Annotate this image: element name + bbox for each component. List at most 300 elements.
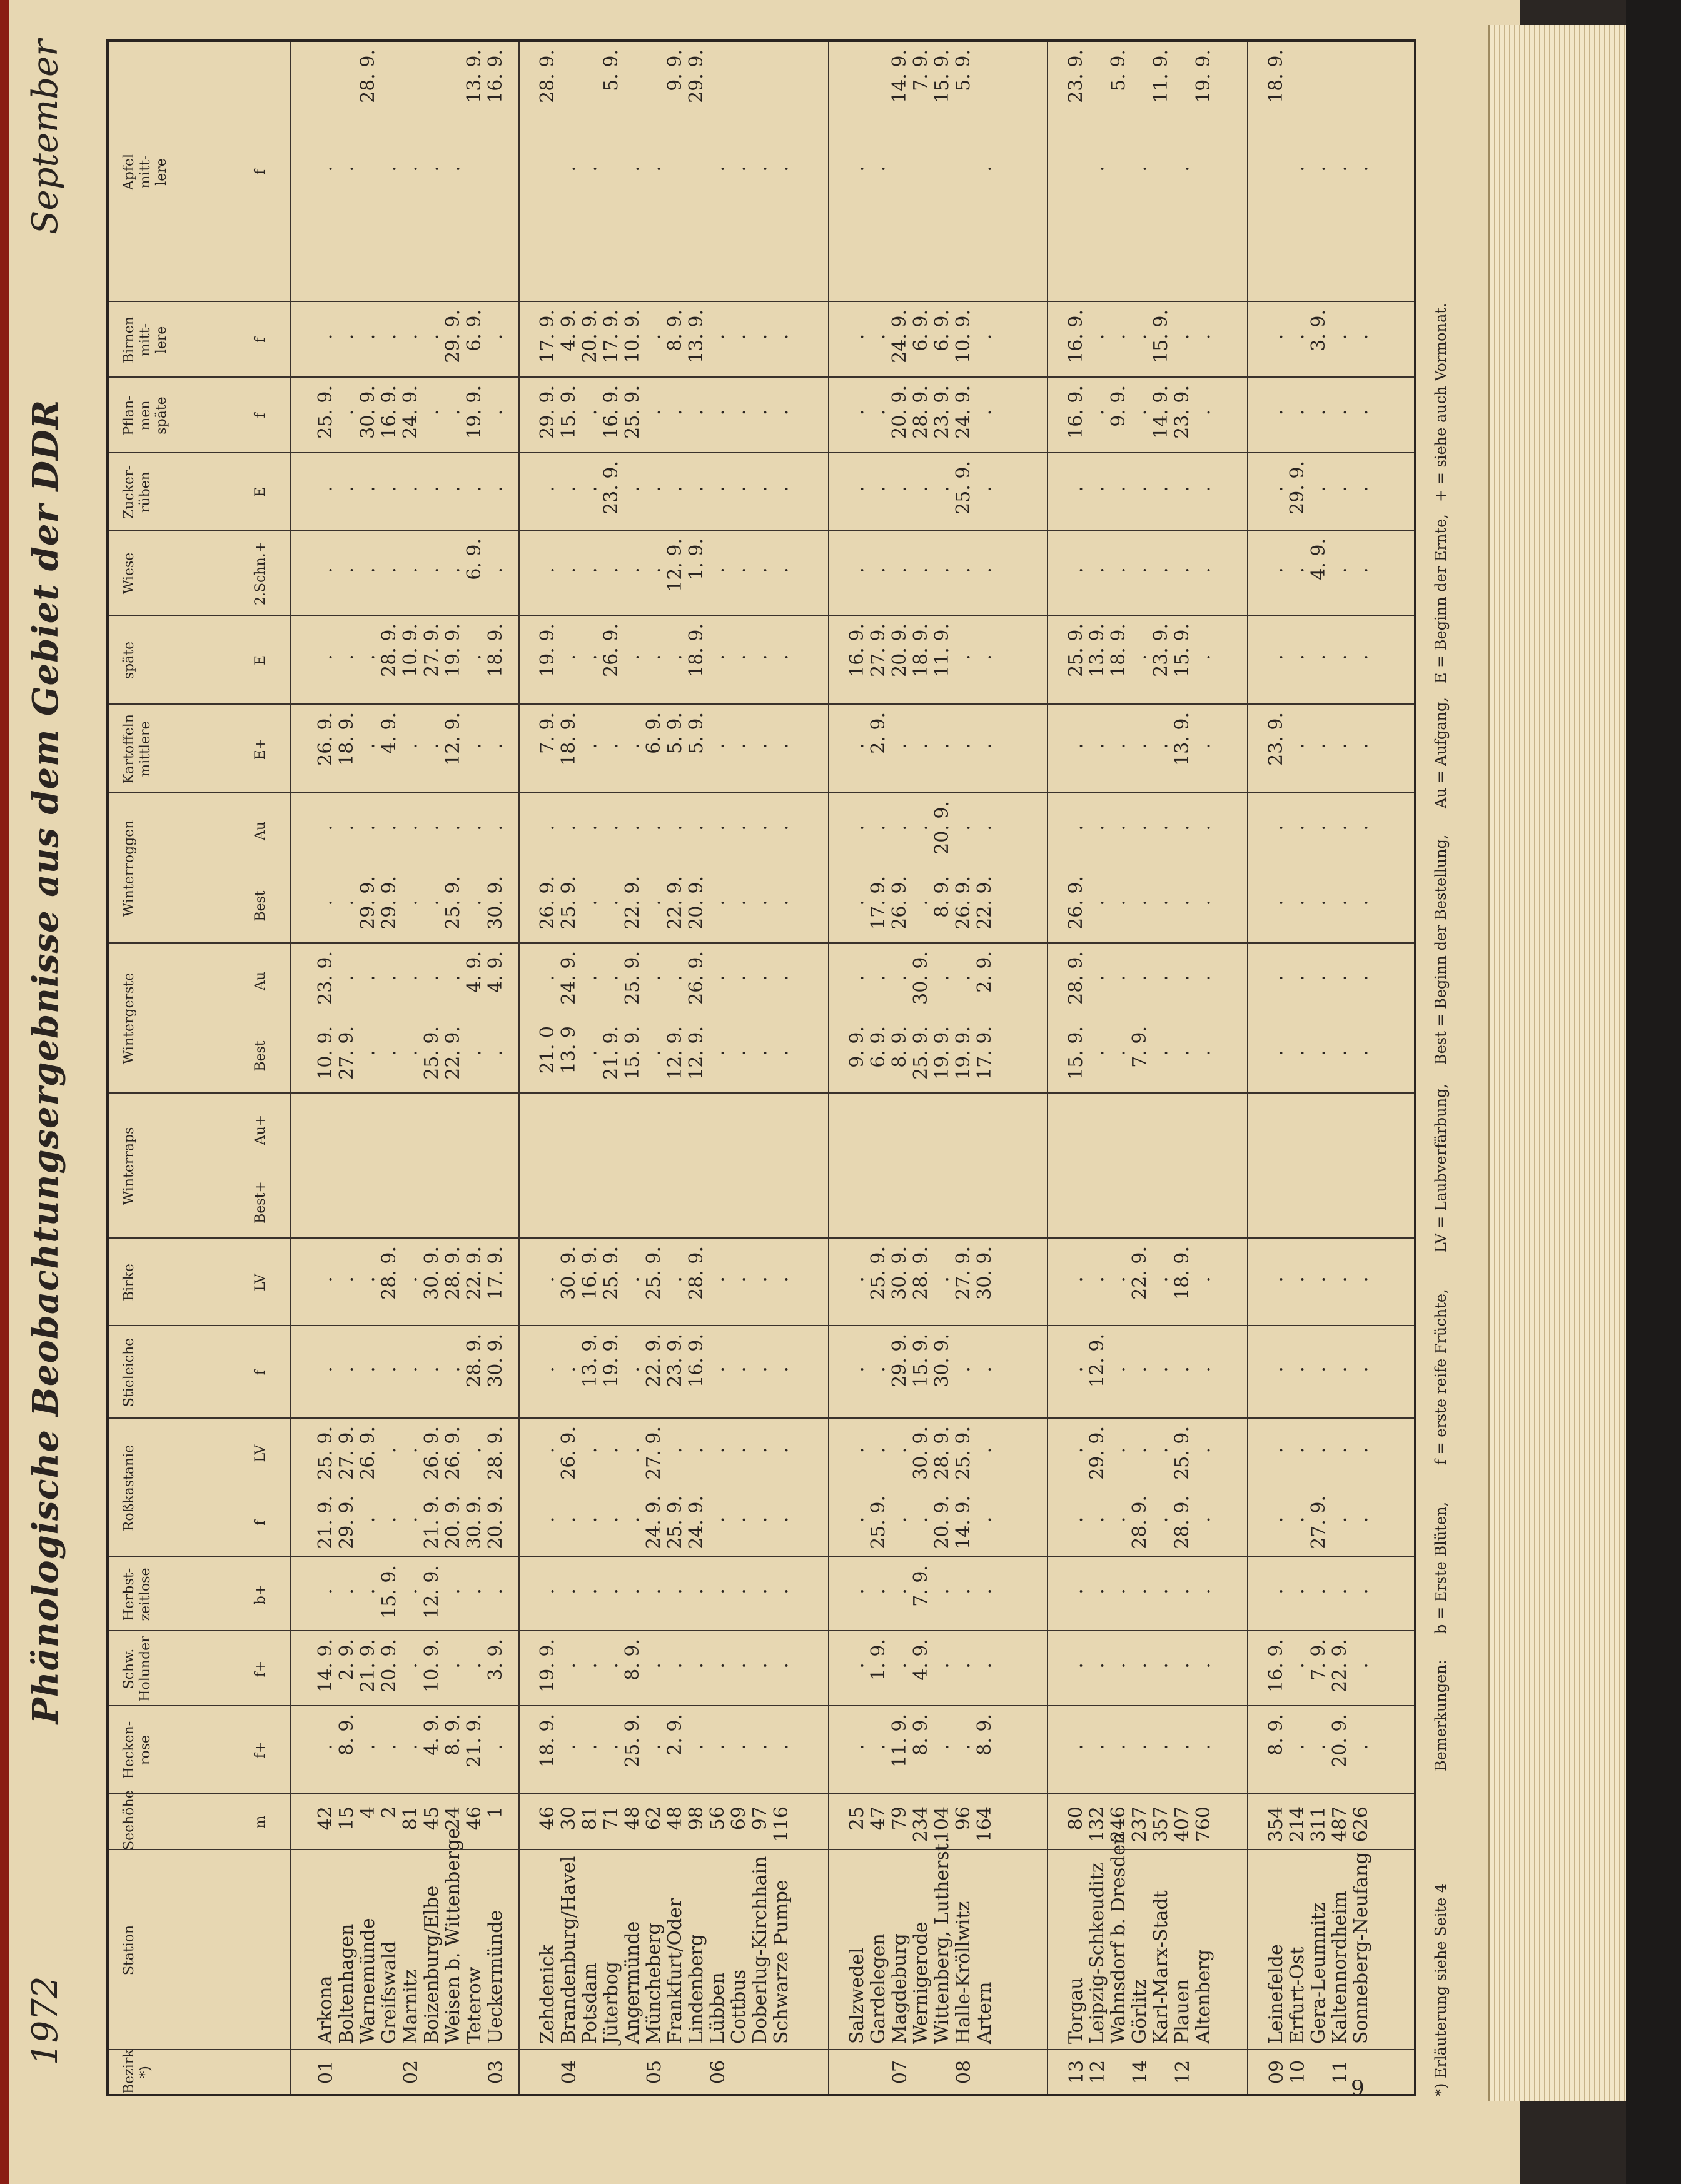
- observation-date: 17. 9.: [867, 876, 889, 930]
- observation-date: 10. 9.: [315, 1026, 336, 1080]
- column-header: Winterraps: [121, 1127, 137, 1205]
- empty-cell-dot: .: [537, 486, 558, 492]
- empty-cell-dot: .: [749, 743, 771, 749]
- footnote-reference: *) Erläuterung siehe Seite 4: [1432, 1883, 1450, 2096]
- station-name: Warnemünde: [357, 1918, 379, 2044]
- column-rule: [109, 301, 1414, 302]
- observation-date: 12. 9.: [421, 1565, 443, 1619]
- empty-cell-dot: .: [749, 567, 771, 573]
- bezirk-code: 01: [315, 2060, 337, 2085]
- empty-cell-dot: .: [749, 975, 771, 981]
- empty-cell-dot: .: [1193, 486, 1214, 492]
- empty-cell-dot: .: [558, 166, 580, 172]
- empty-cell-dot: .: [1065, 1516, 1087, 1523]
- column-header: Winterroggen: [121, 820, 137, 917]
- empty-cell-dot: .: [770, 567, 792, 573]
- observation-date: 16. 9.: [600, 385, 622, 439]
- station-name: Greifswald: [378, 1941, 400, 2044]
- empty-cell-dot: .: [1108, 1663, 1129, 1669]
- empty-cell-dot: .: [315, 486, 336, 492]
- empty-cell-dot: .: [421, 900, 443, 906]
- column-subheader: f: [253, 337, 268, 343]
- empty-cell-dot: .: [622, 166, 644, 172]
- station-name: Wittenberg, Lutherst.: [931, 1837, 953, 2044]
- station-name: Jüterbog: [600, 1961, 622, 2044]
- empty-cell-dot: .: [1308, 1447, 1330, 1454]
- empty-cell-dot: .: [707, 1516, 729, 1523]
- empty-cell-dot: .: [336, 333, 358, 340]
- empty-cell-dot: .: [400, 333, 422, 340]
- observation-date: 23. 9.: [664, 1334, 686, 1387]
- empty-cell-dot: .: [974, 1663, 996, 1669]
- empty-cell-dot: .: [1129, 166, 1151, 172]
- observation-date: 30. 9.: [931, 1334, 953, 1387]
- observation-date: 18. 9.: [1265, 49, 1287, 103]
- bezirk-code: 05: [644, 2060, 665, 2085]
- empty-cell-dot: .: [485, 1050, 507, 1056]
- empty-cell-dot: .: [579, 567, 601, 573]
- empty-cell-dot: .: [846, 1663, 868, 1669]
- column-header: Kartoffeln mittlere: [121, 714, 153, 785]
- empty-cell-dot: .: [770, 743, 792, 749]
- observation-date: 17. 9.: [600, 309, 622, 363]
- station-height: 4: [357, 1806, 379, 1819]
- station-name: Potsdam: [579, 1962, 601, 2044]
- column-subheader: f+: [253, 1660, 268, 1678]
- empty-cell-dot: .: [749, 1447, 771, 1454]
- empty-cell-dot: .: [664, 1447, 686, 1454]
- empty-cell-dot: .: [1086, 900, 1108, 906]
- empty-cell-dot: .: [889, 486, 911, 492]
- observation-date: 25. 9.: [622, 951, 644, 1005]
- empty-cell-dot: .: [1150, 1366, 1172, 1372]
- empty-cell-dot: .: [728, 1588, 750, 1594]
- empty-cell-dot: .: [707, 1276, 729, 1282]
- empty-cell-dot: .: [336, 975, 358, 981]
- empty-cell-dot: .: [749, 1744, 771, 1750]
- empty-cell-dot: .: [1150, 825, 1172, 831]
- empty-cell-dot: .: [664, 409, 686, 416]
- empty-cell-dot: .: [1171, 1366, 1193, 1372]
- column-header: Wiese: [121, 552, 137, 595]
- empty-cell-dot: .: [315, 654, 336, 660]
- observation-date: 20. 9.: [442, 1496, 464, 1549]
- empty-cell-dot: .: [1108, 1447, 1129, 1454]
- empty-cell-dot: .: [643, 900, 665, 906]
- empty-cell-dot: .: [1129, 1366, 1151, 1372]
- observation-date: 12. 9.: [442, 712, 464, 766]
- empty-cell-dot: .: [1171, 1050, 1193, 1056]
- empty-cell-dot: .: [1065, 1276, 1087, 1282]
- empty-cell-dot: .: [600, 1588, 622, 1594]
- empty-cell-dot: .: [728, 486, 750, 492]
- empty-cell-dot: .: [1193, 825, 1214, 831]
- empty-cell-dot: .: [1350, 1663, 1372, 1669]
- empty-cell-dot: .: [770, 166, 792, 172]
- observation-date: 13. 9.: [1171, 712, 1193, 766]
- empty-cell-dot: .: [600, 567, 622, 573]
- observation-date: 4. 9.: [463, 951, 485, 993]
- empty-cell-dot: .: [400, 825, 422, 831]
- station-name: Leinefelde: [1265, 1944, 1287, 2044]
- empty-cell-dot: .: [728, 1516, 750, 1523]
- empty-cell-dot: .: [1350, 1050, 1372, 1056]
- bezirk-code: 07: [889, 2060, 911, 2085]
- empty-cell-dot: .: [707, 654, 729, 660]
- station-name: Brandenburg/Havel: [558, 1856, 580, 2044]
- observation-date: 7. 9.: [1129, 1026, 1151, 1068]
- station-name: Gera-Leumnitz: [1308, 1902, 1330, 2044]
- observation-date: 26. 9.: [442, 1426, 464, 1480]
- column-rule: [109, 1092, 1414, 1094]
- empty-cell-dot: .: [889, 825, 911, 831]
- empty-cell-dot: .: [685, 1663, 707, 1669]
- empty-cell-dot: .: [664, 1663, 686, 1669]
- empty-cell-dot: .: [664, 1588, 686, 1594]
- empty-cell-dot: .: [910, 567, 932, 573]
- observation-date: 25. 9.: [421, 1026, 443, 1080]
- empty-cell-dot: .: [1193, 1366, 1214, 1372]
- empty-cell-dot: .: [728, 166, 750, 172]
- observation-date: 6. 9.: [931, 309, 953, 351]
- observation-date: 30. 9.: [889, 1246, 911, 1300]
- empty-cell-dot: .: [952, 1588, 974, 1594]
- empty-cell-dot: .: [1308, 654, 1330, 660]
- observation-date: 11. 9.: [889, 1714, 911, 1768]
- empty-cell-dot: .: [974, 166, 996, 172]
- empty-cell-dot: .: [622, 1276, 644, 1282]
- empty-cell-dot: .: [1150, 1276, 1172, 1282]
- empty-cell-dot: .: [664, 654, 686, 660]
- observation-date: 27. 9.: [867, 623, 889, 677]
- observation-date: 15. 9.: [1171, 623, 1193, 677]
- empty-cell-dot: .: [1129, 825, 1151, 831]
- observation-date: 8. 9.: [910, 1714, 932, 1756]
- observation-date: 26. 9.: [558, 1426, 580, 1480]
- empty-cell-dot: .: [579, 409, 601, 416]
- observation-date: 8. 9.: [931, 876, 953, 918]
- observation-date: 25. 9.: [442, 876, 464, 930]
- empty-cell-dot: .: [707, 1366, 729, 1372]
- empty-cell-dot: .: [537, 975, 558, 981]
- empty-cell-dot: .: [336, 166, 358, 172]
- empty-cell-dot: .: [485, 743, 507, 749]
- empty-cell-dot: .: [1193, 333, 1214, 340]
- station-name: Schwarze Pumpe: [770, 1880, 792, 2044]
- empty-cell-dot: .: [357, 486, 379, 492]
- station-height: 80: [1065, 1806, 1087, 1831]
- observation-date: 19. 9.: [537, 1639, 558, 1693]
- empty-cell-dot: .: [463, 825, 485, 831]
- empty-cell-dot: .: [846, 567, 868, 573]
- observation-date: 5. 9.: [664, 712, 686, 754]
- station-name: Ueckermünde: [485, 1910, 507, 2044]
- empty-cell-dot: .: [442, 825, 464, 831]
- empty-cell-dot: .: [1286, 1276, 1308, 1282]
- empty-cell-dot: .: [336, 1366, 358, 1372]
- column-rule: [109, 1630, 1414, 1631]
- empty-cell-dot: .: [1350, 1744, 1372, 1750]
- book-binding: [1626, 0, 1681, 2184]
- station-name: Marnitz: [400, 1969, 422, 2044]
- empty-cell-dot: .: [442, 975, 464, 981]
- empty-cell-dot: .: [749, 333, 771, 340]
- empty-cell-dot: .: [1086, 975, 1108, 981]
- empty-cell-dot: .: [770, 1366, 792, 1372]
- empty-cell-dot: .: [378, 486, 400, 492]
- empty-cell-dot: .: [1308, 743, 1330, 749]
- bezirk-code: 09: [1266, 2060, 1288, 2085]
- empty-cell-dot: .: [1329, 486, 1351, 492]
- column-rule: [109, 376, 1414, 378]
- empty-cell-dot: .: [622, 486, 644, 492]
- station-name: Magdeburg: [889, 1933, 911, 2044]
- empty-cell-dot: .: [1129, 486, 1151, 492]
- observation-date: 8. 9.: [1265, 1714, 1287, 1756]
- empty-cell-dot: .: [707, 486, 729, 492]
- observation-date: 15. 9.: [931, 49, 953, 103]
- empty-cell-dot: .: [558, 825, 580, 831]
- observation-date: 16. 9.: [579, 1246, 601, 1300]
- empty-cell-dot: .: [400, 567, 422, 573]
- station-height: 626: [1350, 1806, 1372, 1843]
- empty-cell-dot: .: [846, 1516, 868, 1523]
- observation-date: 7. 9.: [537, 712, 558, 754]
- empty-cell-dot: .: [1193, 1663, 1214, 1669]
- empty-cell-dot: .: [421, 1366, 443, 1372]
- empty-cell-dot: .: [400, 1447, 422, 1454]
- empty-cell-dot: .: [1065, 1663, 1087, 1669]
- empty-cell-dot: .: [1065, 567, 1087, 573]
- observation-date: 6. 9.: [910, 309, 932, 351]
- empty-cell-dot: .: [1329, 1588, 1351, 1594]
- observation-date: 9. 9.: [664, 49, 686, 91]
- empty-cell-dot: .: [1171, 900, 1193, 906]
- empty-cell-dot: .: [643, 1663, 665, 1669]
- station-height: 760: [1193, 1806, 1214, 1843]
- empty-cell-dot: .: [707, 825, 729, 831]
- empty-cell-dot: .: [643, 333, 665, 340]
- empty-cell-dot: .: [770, 654, 792, 660]
- empty-cell-dot: .: [770, 1516, 792, 1523]
- observation-date: 9. 9.: [1108, 385, 1129, 427]
- empty-cell-dot: .: [1329, 567, 1351, 573]
- observation-date: 15. 9.: [1065, 1026, 1087, 1080]
- empty-cell-dot: .: [378, 1744, 400, 1750]
- empty-cell-dot: .: [357, 654, 379, 660]
- column-subheader: f: [253, 1369, 268, 1376]
- station-name: Boltenhagen: [336, 1923, 358, 2044]
- observation-date: 6. 9.: [643, 712, 665, 754]
- group-rule: [1047, 42, 1048, 2094]
- empty-cell-dot: .: [1129, 333, 1151, 340]
- station-height: 81: [579, 1806, 601, 1831]
- empty-cell-dot: .: [537, 1366, 558, 1372]
- empty-cell-dot: .: [707, 975, 729, 981]
- observation-date: 6. 9.: [463, 538, 485, 580]
- empty-cell-dot: .: [846, 409, 868, 416]
- observation-date: 20. 9.: [378, 1639, 400, 1693]
- empty-cell-dot: .: [1329, 743, 1351, 749]
- observation-date: 12. 9.: [664, 538, 686, 592]
- empty-cell-dot: .: [378, 567, 400, 573]
- observation-date: 24. 9.: [685, 1496, 707, 1549]
- empty-cell-dot: .: [707, 743, 729, 749]
- station-name: Salzwedel: [846, 1948, 868, 2044]
- empty-cell-dot: .: [1193, 900, 1214, 906]
- empty-cell-dot: .: [1286, 825, 1308, 831]
- group-rule: [518, 42, 520, 2094]
- empty-cell-dot: .: [889, 1663, 911, 1669]
- station-height: 46: [463, 1806, 485, 1831]
- empty-cell-dot: .: [357, 1588, 379, 1594]
- empty-cell-dot: .: [867, 1447, 889, 1454]
- empty-cell-dot: .: [1286, 1447, 1308, 1454]
- observation-date: 25. 9.: [867, 1246, 889, 1300]
- observation-date: 21. 9.: [315, 1496, 336, 1549]
- empty-cell-dot: .: [1265, 654, 1287, 660]
- empty-cell-dot: .: [846, 900, 868, 906]
- observation-date: 25. 9.: [315, 1426, 336, 1480]
- empty-cell-dot: .: [600, 1447, 622, 1454]
- observation-table: [106, 39, 1416, 2096]
- empty-cell-dot: .: [749, 825, 771, 831]
- empty-cell-dot: .: [485, 409, 507, 416]
- empty-cell-dot: .: [889, 1588, 911, 1594]
- empty-cell-dot: .: [749, 409, 771, 416]
- empty-cell-dot: .: [643, 409, 665, 416]
- empty-cell-dot: .: [1108, 333, 1129, 340]
- empty-cell-dot: .: [664, 825, 686, 831]
- bezirk-code: 12: [1172, 2060, 1194, 2085]
- empty-cell-dot: .: [1086, 486, 1108, 492]
- bezirk-code: 10: [1287, 2060, 1309, 2085]
- empty-cell-dot: .: [749, 654, 771, 660]
- station-height: 2: [378, 1806, 400, 1819]
- empty-cell-dot: .: [952, 975, 974, 981]
- empty-cell-dot: .: [1308, 900, 1330, 906]
- observation-date: 23. 9.: [315, 951, 336, 1005]
- bezirk-code: 06: [707, 2060, 729, 2085]
- column-subheader: 2.Schn.+: [253, 541, 268, 606]
- observation-date: 18. 9.: [1108, 623, 1129, 677]
- station-height: 96: [952, 1806, 974, 1831]
- observation-date: 28. 9.: [442, 1246, 464, 1300]
- empty-cell-dot: .: [952, 825, 974, 831]
- empty-cell-dot: .: [421, 409, 443, 416]
- observation-date: 23. 9.: [1265, 712, 1287, 766]
- empty-cell-dot: .: [707, 567, 729, 573]
- bezirk-code: 14: [1129, 2060, 1151, 2085]
- observation-date: 4. 9.: [421, 1714, 443, 1756]
- empty-cell-dot: .: [770, 1663, 792, 1669]
- column-header: Roßkastanie: [121, 1444, 137, 1532]
- empty-cell-dot: .: [867, 825, 889, 831]
- observation-date: 4. 9.: [910, 1639, 932, 1681]
- station-name: Doberlug-Kirchhain: [749, 1856, 771, 2044]
- station-name: Weisen b. Wittenberge: [442, 1828, 464, 2044]
- observation-date: 23. 9.: [931, 385, 953, 439]
- empty-cell-dot: .: [728, 654, 750, 660]
- empty-cell-dot: .: [1150, 743, 1172, 749]
- empty-cell-dot: .: [1193, 409, 1214, 416]
- observation-date: 30. 9.: [974, 1246, 996, 1300]
- observation-date: 11. 9.: [1150, 49, 1172, 103]
- observation-date: 14. 9.: [889, 49, 911, 103]
- empty-cell-dot: .: [1171, 567, 1193, 573]
- observation-date: 19. 9.: [1193, 49, 1214, 103]
- empty-cell-dot: .: [685, 825, 707, 831]
- empty-cell-dot: .: [867, 1588, 889, 1594]
- observation-date: 18. 9.: [336, 712, 358, 766]
- observation-date: 20. 9.: [485, 1496, 507, 1549]
- observation-date: 8. 9.: [889, 1026, 911, 1068]
- empty-cell-dot: .: [910, 1516, 932, 1523]
- observation-date: 13. 9.: [463, 49, 485, 103]
- observation-date: 16. 9.: [846, 623, 868, 677]
- empty-cell-dot: .: [974, 567, 996, 573]
- empty-cell-dot: .: [707, 333, 729, 340]
- empty-cell-dot: .: [1065, 825, 1087, 831]
- observation-date: 4. 9.: [378, 712, 400, 754]
- column-subheader: E: [253, 486, 268, 498]
- observation-date: 25. 9.: [622, 1714, 644, 1768]
- observation-date: 12. 9.: [685, 1026, 707, 1080]
- empty-cell-dot: .: [1329, 975, 1351, 981]
- station-name: Müncheberg: [643, 1923, 665, 2044]
- empty-cell-dot: .: [867, 1366, 889, 1372]
- observation-date: 13. 9.: [579, 1334, 601, 1387]
- empty-cell-dot: .: [1086, 1588, 1108, 1594]
- empty-cell-dot: .: [1265, 1366, 1287, 1372]
- observation-date: 5. 9.: [1108, 49, 1129, 91]
- observation-date: 28. 9.: [685, 1246, 707, 1300]
- empty-cell-dot: .: [867, 333, 889, 340]
- observation-date: 20. 9.: [685, 876, 707, 930]
- empty-cell-dot: .: [1129, 1447, 1151, 1454]
- empty-cell-dot: .: [1193, 1276, 1214, 1282]
- empty-cell-dot: .: [974, 1366, 996, 1372]
- empty-cell-dot: .: [707, 166, 729, 172]
- empty-cell-dot: .: [707, 409, 729, 416]
- column-subheader: b+: [253, 1584, 268, 1605]
- observation-date: 28. 9.: [1129, 1496, 1151, 1549]
- empty-cell-dot: .: [974, 333, 996, 340]
- empty-cell-dot: .: [1329, 409, 1351, 416]
- empty-cell-dot: .: [846, 1366, 868, 1372]
- observation-date: 29. 9.: [685, 49, 707, 103]
- station-height: 237: [1129, 1806, 1151, 1843]
- column-header: Station: [121, 1925, 137, 1976]
- empty-cell-dot: .: [537, 825, 558, 831]
- empty-cell-dot: .: [1265, 1276, 1287, 1282]
- empty-cell-dot: .: [400, 486, 422, 492]
- empty-cell-dot: .: [336, 567, 358, 573]
- empty-cell-dot: .: [421, 743, 443, 749]
- empty-cell-dot: .: [1265, 333, 1287, 340]
- empty-cell-dot: .: [400, 1050, 422, 1056]
- empty-cell-dot: .: [1171, 1663, 1193, 1669]
- remark-e: E = Beginn der Ernte,: [1432, 514, 1450, 683]
- empty-cell-dot: .: [1265, 975, 1287, 981]
- empty-cell-dot: .: [1265, 486, 1287, 492]
- station-name: Arkona: [315, 1975, 336, 2044]
- observation-date: 29. 9.: [537, 385, 558, 439]
- observation-date: 28. 9.: [537, 49, 558, 103]
- observation-date: 28. 9.: [378, 623, 400, 677]
- bezirk-code: 08: [953, 2060, 975, 2085]
- station-height: 79: [889, 1806, 911, 1831]
